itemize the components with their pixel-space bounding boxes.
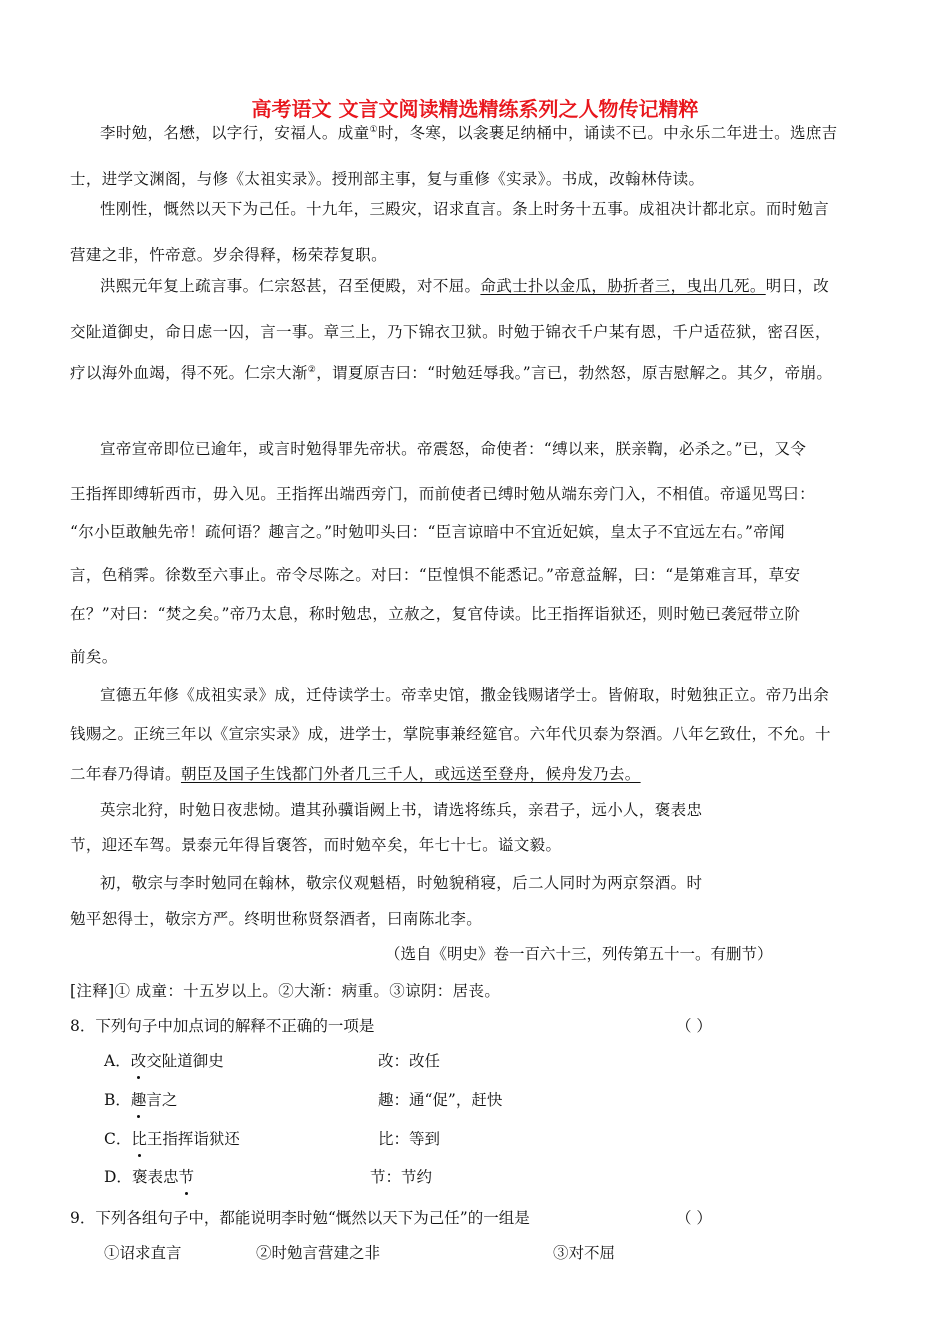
passage-line: 英宗北狩，时勉日夜悲恸。遣其孙骥诣阙上书，请选将练兵，亲君子，远小人，褒表忠	[100, 801, 703, 819]
text-span: 李时勉，名懋，以字行，安福人。成童	[100, 124, 370, 142]
emphasis-dot-char: 改	[130, 1052, 147, 1070]
option-d-explanation: 节：节约	[370, 1168, 433, 1186]
emphasis-dot-char: 比	[131, 1130, 147, 1148]
option-a: A．改交阯道御史	[104, 1052, 224, 1070]
option-b-explanation: 趣：通“促”，赶快	[378, 1091, 503, 1109]
text-span: 二年春乃得请。	[70, 765, 181, 783]
passage-line: 士，进学文渊阁，与修《太祖实录》。授刑部主事，复与重修《实录》。书成，改翰林侍读。	[70, 170, 705, 188]
text-span: 洪熙元年复上疏言事。仁宗怒甚，召至便殿，对不屈。	[100, 277, 481, 295]
option-c-explanation: 比：等到	[378, 1130, 441, 1148]
q9-item-1: ①诏求直言	[104, 1244, 182, 1262]
passage-line: 宣德五年修《成祖实录》成，迁侍读学士。帝幸史馆，撒金钱赐诸学士。皆俯取，时勉独正立。帝乃出余	[100, 686, 830, 704]
passage-line: “尔小臣敢触先帝！疏何语？趣言之。”时勉叩头曰：“臣言谅暗中不宜近妃嫔，皇太子不宜远左右。”帝闻	[70, 523, 785, 541]
passage-line	[100, 275, 890, 297]
question-8-stem: 8．下列句子中加点词的解释不正确的一项是	[70, 1017, 375, 1035]
passage-line: 性刚性，慨然以天下为己任。十九年，三殿灾，诏求直言。条上时务十五事。成祖决计都北京。而时勉言	[100, 200, 830, 218]
q9-item-3: ③对不屈	[553, 1244, 616, 1262]
option-b: B．趣言之	[104, 1091, 178, 1109]
answer-blank: （ ）	[676, 1017, 712, 1035]
text-span: 疗以海外血竭，得不死。仁宗大渐	[70, 364, 308, 382]
passage-line: 王指挥即缚斩西市，毋入见。王指挥出端西旁门，而前使者已缚时勉从端东旁门入，不相值。帝遥见骂曰：	[70, 485, 815, 503]
passage-line: 初，敬宗与李时勉同在翰林，敬宗仪观魁梧，时勉貌稍寝，后二人同时为两京祭酒。时	[100, 874, 703, 892]
q9-item-2: ②时勉言营建之非	[256, 1244, 381, 1262]
option-c: C．比王指挥诣狱还	[104, 1130, 240, 1148]
emphasis-dot-char: 趣	[130, 1091, 147, 1109]
passage-line	[100, 122, 890, 144]
answer-blank: （ ）	[676, 1209, 712, 1227]
text-span: ，谓夏原吉曰：“时勉廷辱我。”言已，勃然怒，原吉慰解之。其夕，帝崩。	[316, 364, 833, 382]
underlined-sentence: 朝臣及国子生饯都门外者几三千人，或远送至登舟，候舟发乃去。	[180, 765, 641, 783]
passage-line: 前矣。	[70, 648, 118, 666]
emphasis-dot-char: 节	[178, 1168, 194, 1186]
passage-line: 交阯道御史，命日虑一囚，言一事。章三上，乃下锦衣卫狱。时勉于锦衣千户某有恩，千户适莅狱，密召医，	[70, 323, 831, 341]
underlined-sentence: 命武士扑以金瓜，胁折者三，曳出几死。	[480, 277, 766, 295]
option-a-explanation: 改：改任	[378, 1052, 441, 1070]
passage-line: 宣帝宣帝即位已逾年，或言时勉得罪先帝状。帝震怒，命使者：“缚以来，朕亲鞫，必杀之。”已，又令	[100, 440, 807, 458]
document-title: 高考语文 文言文阅读精选精练系列之人物传记精粹	[251, 97, 699, 121]
source-citation: （选自《明史》卷一百六十三，列传第五十一。有删节）	[385, 945, 773, 963]
passage-line: 言，色稍霁。徐数至六事止。帝令尽陈之。对曰：“臣惶惧不能悉记。”帝意益解，曰：“是第难言耳，草安	[70, 566, 801, 584]
footnote-marker: ②	[307, 364, 317, 375]
passage-line	[70, 362, 890, 384]
option-d: D．褒表忠节	[104, 1168, 194, 1186]
passage-line: 勉平恕得士，敬宗方严。终明世称贤祭酒者，曰南陈北李。	[70, 910, 483, 928]
passage-line: 营建之非，忤帝意。岁余得释，杨荣荐复职。	[70, 246, 388, 264]
text-span: 明日，改	[765, 277, 830, 295]
passage-line: 在？”对曰：“焚之矣。”帝乃太息，称时勉忠，立赦之，复官侍读。比王指挥诣狱还，则时勉已袭冠带立阶	[70, 605, 801, 623]
passage-line: 钱赐之。正统三年以《宣宗实录》成，进学士，掌院事兼经筵官。六年代贝泰为祭酒。八年乞致仕，不允。十	[70, 725, 831, 743]
passage-line	[70, 763, 890, 785]
passage-line: 节，迎还车驾。景泰元年得旨褒答，而时勉卒矣，年七十七。谥文毅。	[70, 836, 562, 854]
text-span: 时，冬寒，以衾裹足纳桶中，诵读不已。中永乐二年进士。选庶吉	[377, 124, 838, 142]
footnote-marker: ①	[369, 124, 378, 135]
annotations: [注释]① 成童：十五岁以上。②大渐：病重。③谅阴：居丧。	[70, 982, 501, 1000]
question-9-stem: 9．下列各组句子中，都能说明李时勉“慨然以天下为己任”的一组是	[70, 1209, 530, 1227]
